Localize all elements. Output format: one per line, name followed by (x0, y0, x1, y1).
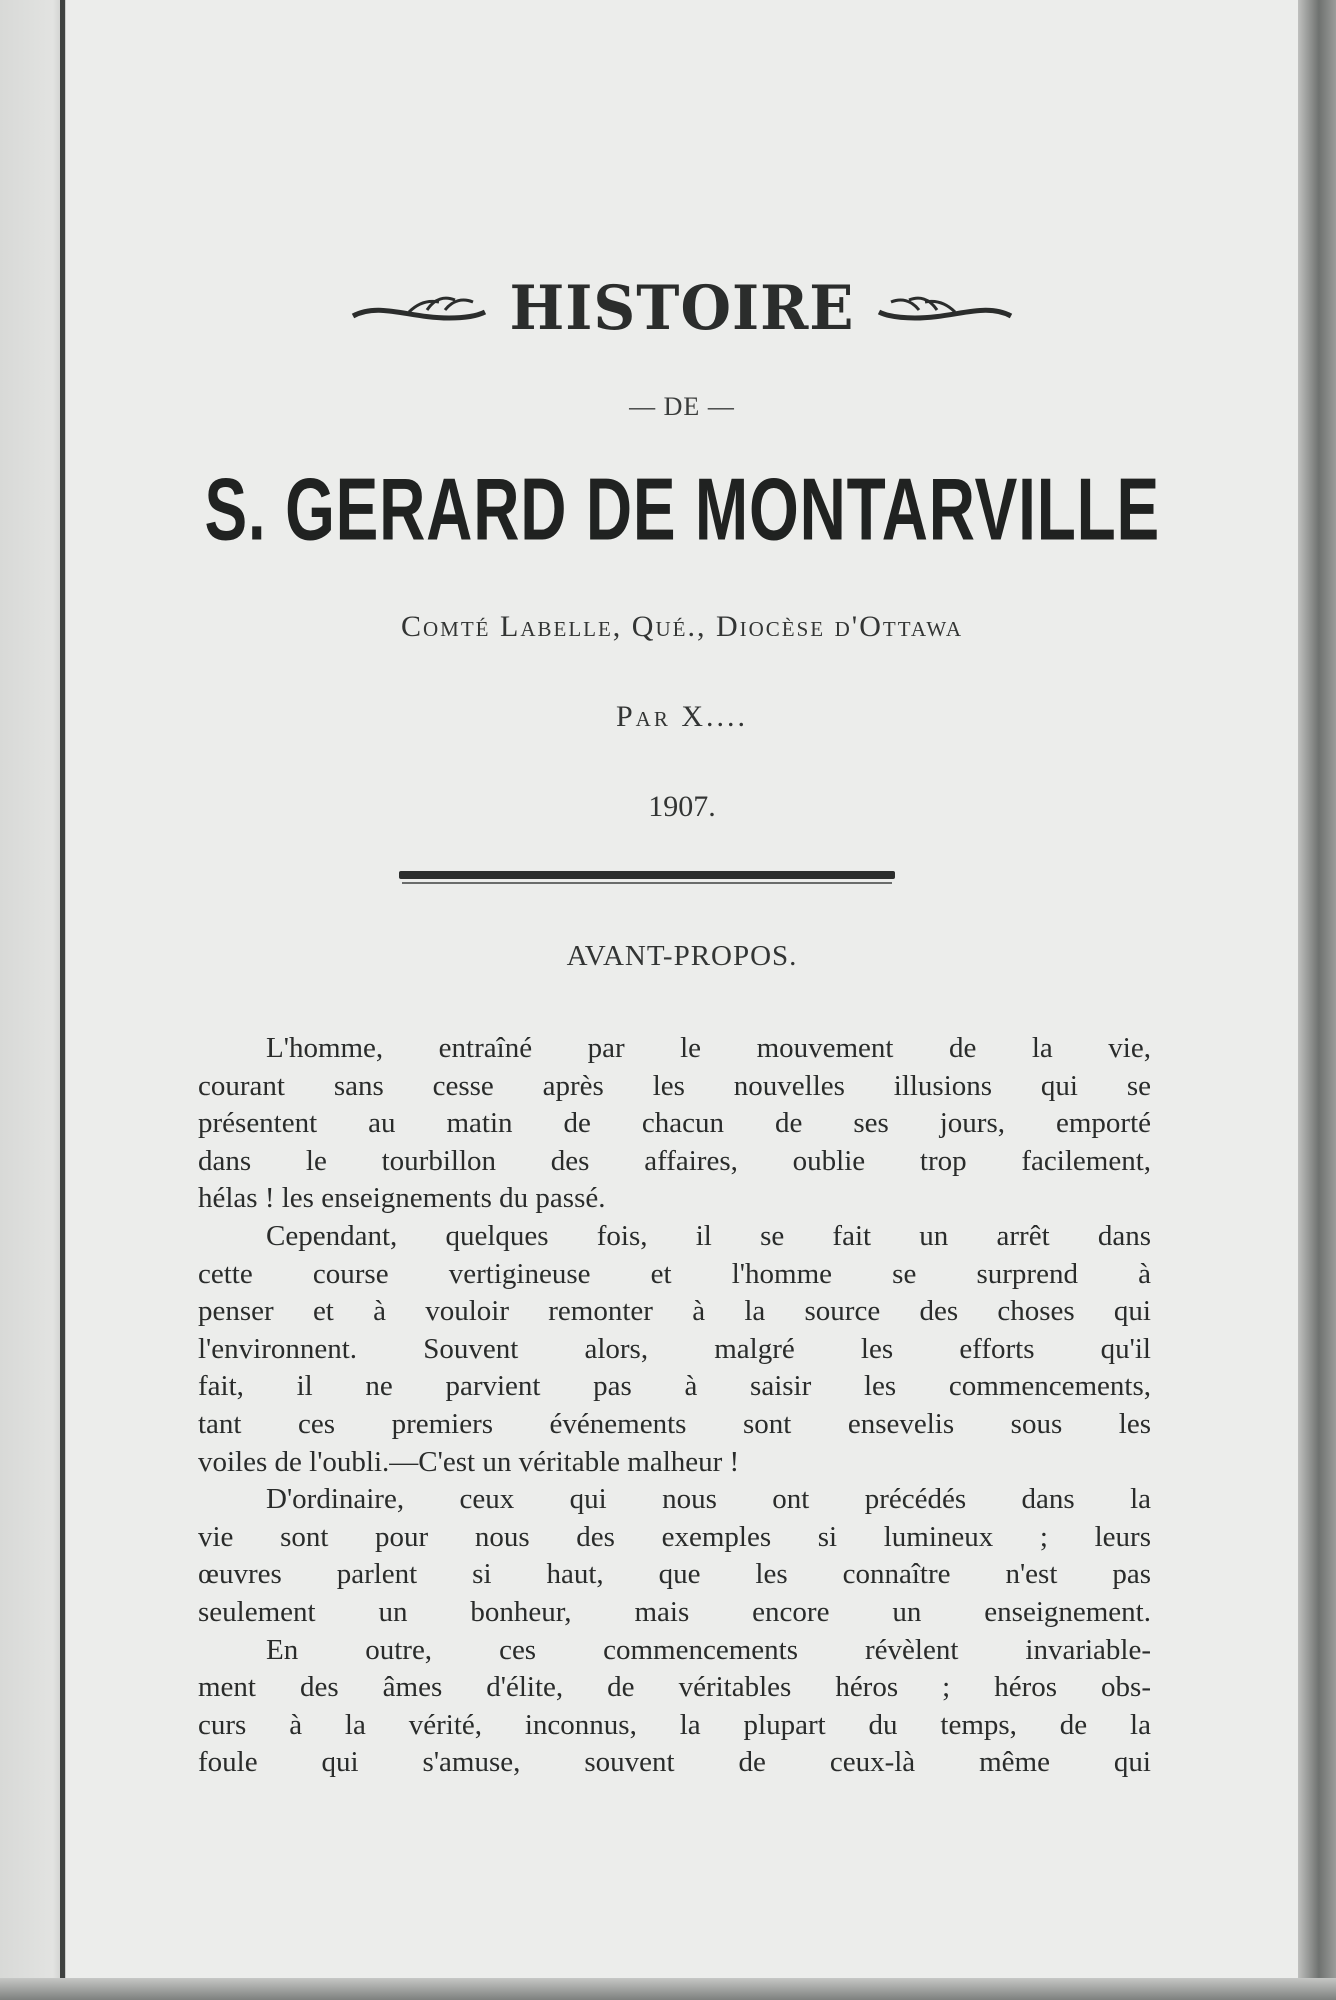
text-line: l'environnent. Souvent alors, malgré les efforts qu'il (198, 1332, 1151, 1365)
title-block (66, 270, 1298, 343)
text-line: présentent au matin de chacun de ses jours, emporté (198, 1107, 1151, 1140)
text-line: ment des âmes d'élite, de véritables héros ; héros obs- (198, 1671, 1151, 1704)
text-line: œuvres parlent si haut, que les connaître n'est pas (198, 1558, 1151, 1591)
text-line: fait, il ne parvient pas à saisir les commencements, (198, 1370, 1151, 1403)
horizontal-rule-underline (402, 882, 892, 884)
subtitle-location: Comté Labelle, Qué., Diocèse d'Ottawa (401, 610, 963, 643)
text-line: foule qui s'amuse, souvent de ceux-là même qui (198, 1746, 1151, 1779)
bottom-page-edge (0, 1978, 1336, 2000)
right-page-edge (1298, 0, 1336, 2000)
paragraph (198, 1481, 1151, 1631)
text-line: D'ordinaire, ceux qui nous ont précédés dans la (266, 1483, 1151, 1516)
main-title-text: S. GERARD DE MONTARVILLE (204, 460, 1160, 559)
text-line: curs à la vérité, inconnus, la plupart du temps, de la (198, 1708, 1151, 1741)
text-line: courant sans cesse après les nouvelles illusions qui se (198, 1069, 1151, 1102)
text-line: cette course vertigineuse et l'homme se surprend à (198, 1257, 1151, 1290)
de-connector: — DE — (629, 392, 735, 421)
text-line: seulement un bonheur, mais encore un enseignement. (198, 1595, 1151, 1628)
publication-year: 1907. (648, 790, 716, 823)
facing-page-edge (0, 0, 66, 2000)
horizontal-rule (399, 871, 895, 879)
text-line: voiles de l'oubli.—C'est un véritable malheur ! (198, 1445, 740, 1478)
text-line: L'homme, entraîné par le mouvement de la vie, (266, 1032, 1151, 1064)
text-line: vie sont pour nous des exemples si lumineux ; leurs (198, 1520, 1151, 1553)
binding-gutter-line (60, 0, 65, 2000)
text-line: En outre, ces commencements révèlent invariable- (266, 1633, 1151, 1666)
title-word: HISTOIRE (509, 272, 855, 344)
main-title (66, 460, 1298, 559)
left-flourish-ornament (349, 288, 489, 328)
book-page (66, 0, 1298, 1978)
paragraph (198, 1030, 1151, 1218)
text-line: Cependant, quelques fois, il se fait un arrêt dans (266, 1219, 1151, 1252)
right-flourish-ornament (875, 288, 1015, 328)
paragraph (198, 1218, 1151, 1481)
text-line: hélas ! les enseignements du passé. (198, 1182, 606, 1215)
section-heading: AVANT-PROPOS. (566, 940, 798, 972)
author-line: Par X.... (615, 700, 749, 733)
text-line: dans le tourbillon des affaires, oublie trop facilement, (198, 1144, 1151, 1177)
paragraph (198, 1632, 1151, 1782)
text-line: penser et à vouloir remonter à la source des choses qui (198, 1295, 1151, 1328)
body-text (198, 1030, 1151, 1782)
text-line: tant ces premiers événements sont ensevelis sous les (198, 1407, 1151, 1440)
